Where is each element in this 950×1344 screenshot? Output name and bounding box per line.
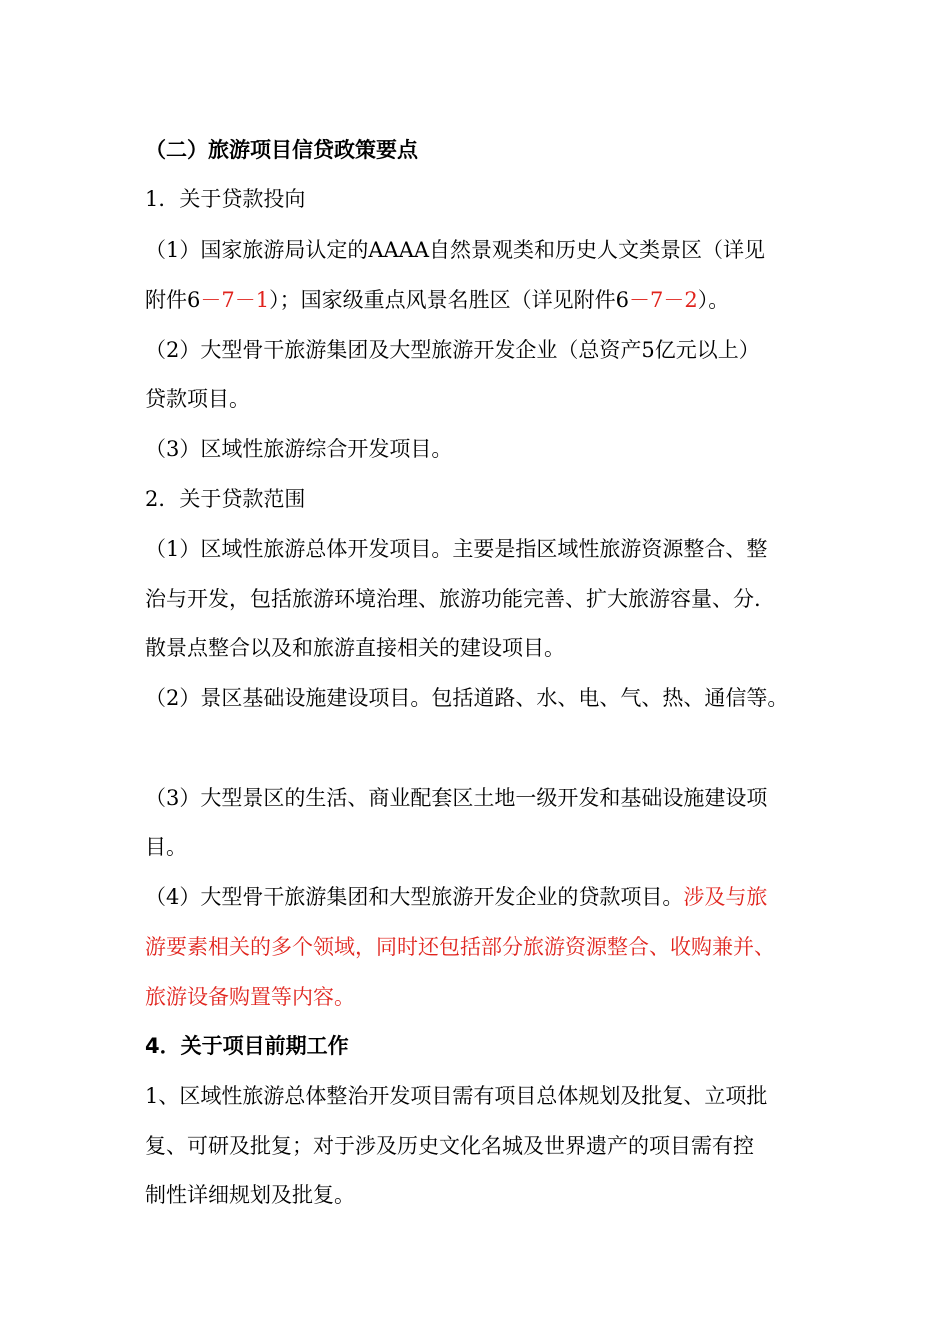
s2-p4-line3: 旅游设备购置等内容。 — [145, 985, 355, 1009]
s2-p2: （2）景区基础设施建设项目。包括道路、水、电、气、热、通信等。 — [145, 686, 789, 710]
s2-p4-line1 — [145, 883, 767, 911]
s2-p4-highlight: 涉及与旅 — [683, 885, 768, 909]
s4-p1-line1: 1、区域性旅游总体整治开发项目需有项目总体规划及批复、立项批 — [145, 1084, 768, 1108]
s2-title: 2．关于贷款范围 — [145, 487, 306, 511]
s1-title: 1．关于贷款投向 — [145, 187, 306, 211]
s1-p1-text-a: 附件6 — [145, 288, 201, 312]
section-heading: （二）旅游项目信贷政策要点 — [145, 138, 418, 162]
s4-p1-line2: 复、可研及批复；对于涉及历史文化名城及世界遗产的项目需有控 — [145, 1134, 754, 1158]
s4-title: 4．关于项目前期工作 — [145, 1034, 349, 1058]
s1-p2-line2: 贷款项目。 — [145, 387, 250, 411]
s4-p1-line3: 制性详细规划及批复。 — [145, 1183, 355, 1207]
s2-p1-line2: 治与开发，包括旅游环境治理、旅游功能完善、扩大旅游容量、分. — [145, 587, 761, 611]
s1-p1-text-e: ）。 — [697, 288, 730, 312]
s1-p1-line2 — [145, 286, 729, 314]
s2-p1-line3: 散景点整合以及和旅游直接相关的建设项目。 — [145, 636, 565, 660]
s2-p3-line1: （3）大型景区的生活、商业配套区土地一级开发和基础设施建设项 — [145, 786, 768, 810]
annex-ref-2: －7－2 — [628, 288, 698, 312]
s1-p1-text-c: ）；国家级重点风景名胜区（详见附件6 — [269, 288, 629, 312]
s2-p4-line2: 游要素相关的多个领域，同时还包括部分旅游资源整合、收购兼并、 — [145, 935, 775, 959]
annex-ref-1: －7－1 — [200, 288, 270, 312]
s1-p3: （3）区域性旅游综合开发项目。 — [145, 437, 453, 461]
s2-p3-line2: 目。 — [145, 835, 187, 859]
s2-p4-text: （4）大型骨干旅游集团和大型旅游开发企业的贷款项目。 — [145, 885, 684, 909]
s2-p1-line1: （1）区域性旅游总体开发项目。主要是指区域性旅游资源整合、整 — [145, 537, 768, 561]
s1-p2-line1: （2）大型骨干旅游集团及大型旅游开发企业（总资产5亿元以上） — [145, 338, 760, 362]
s1-p1-line1: （1）国家旅游局认定的AAAA自然景观类和历史人文类景区（详见 — [145, 238, 766, 262]
